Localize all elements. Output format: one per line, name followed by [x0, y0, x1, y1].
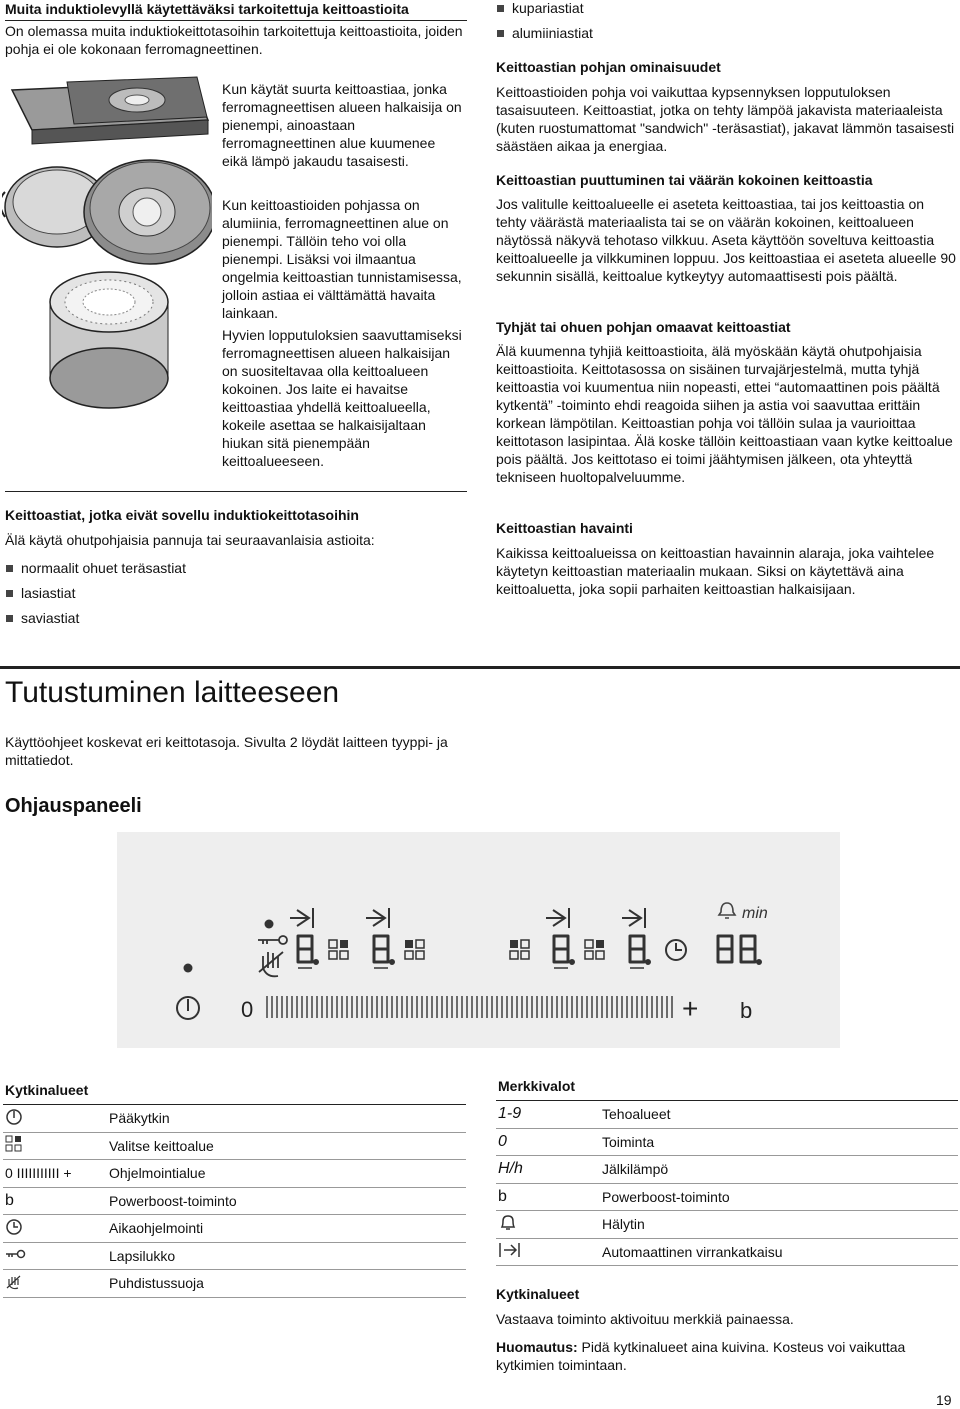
switch-areas-table	[3, 1076, 466, 1298]
table-cell: Jälkilämpö	[602, 1156, 958, 1184]
clock-icon	[5, 1218, 23, 1236]
para-aluminium: Kun keittoastioiden pohjassa on alumiinia, ferromagneettinen alue on pienempi. Tällöin teho voi olla pienempi. Lisäksi voi ilmaantua ongelmia keittoastian tunnistamisessa, jolloin astiaa ei välttämättä havaita lainkaan.	[222, 197, 462, 321]
table-cell: Hälytin	[602, 1211, 958, 1239]
zone-select-button[interactable]	[585, 940, 604, 959]
table-row	[496, 1211, 958, 1239]
table-cell: Powerboost-toiminto	[109, 1187, 466, 1215]
table-row	[3, 1105, 466, 1133]
zone-display	[298, 936, 318, 964]
note-text: Pidä kytkinalueet aina kuivina. Kosteus voi vaikuttaa kytkimien toimintaan.	[496, 1339, 906, 1373]
b-icon: b	[3, 1187, 109, 1215]
para-large-pan: Kun käytät suurta keittoastiaa, jonka ferromagneettisen alueen halkaisija on pienempi, ainoastaan ferromagneettinen alue kuumenee eikä lämpö jakaudu tasaisesti.	[222, 81, 462, 169]
table-heading: Merkkivalot	[496, 1072, 958, 1101]
table-cell: Automaattinen virrankatkaisu	[602, 1238, 958, 1266]
table-cell: Puhdistussuoja	[109, 1270, 466, 1298]
section-heading: Muita induktiolevyllä käytettäväksi tarkoitettuja keittoastioita	[5, 1, 409, 17]
table-cell: Powerboost-toiminto	[602, 1183, 958, 1211]
table-cell: Pääkytkin	[109, 1105, 466, 1133]
zero-icon: 0	[496, 1128, 602, 1156]
unsuitable-list	[5, 556, 467, 631]
table-row	[496, 1238, 958, 1266]
auto-off-icon	[546, 908, 569, 928]
key-icon	[258, 936, 287, 944]
auto-off-icon	[366, 908, 389, 928]
panel-heading: Ohjauspaneeli	[5, 795, 142, 817]
divider	[5, 491, 467, 492]
zone-display	[630, 936, 650, 964]
slider-icon: 0 IIIIIIIIIII +	[3, 1160, 109, 1188]
material-list	[496, 0, 956, 46]
power-icon	[5, 1108, 23, 1126]
hand-icon	[5, 1273, 23, 1291]
list-item: normaalit ohuet teräsastiat	[5, 556, 467, 581]
hand-icon	[259, 952, 283, 976]
notes-heading: Kytkinalueet	[496, 1286, 580, 1302]
zone-select-button[interactable]	[329, 940, 348, 959]
unsuitable-heading: Keittoastiat, jotka eivät sovellu induktiokeittotasoihin	[5, 507, 359, 523]
list-item: alumiiniastiat	[496, 21, 956, 46]
section-text: Älä kuumenna tyhjiä keittoastioita, älä myöskään käytä ohutpohjaisia keittoastioita. Keittotasossa on sisäinen turvajärjestelmä, mutta tyhjä keittoastia voi kuumentua niin nopeasti, ettei “automaattinen pois päältä kytkentä” -toiminto ehdi reagoida siihen ja astia voi saavuttaa erittäin korkean lämpötilan. Keittoastian pohja voi tällöin sulaa ja vaurioittaa keittotason lasipintaa. Älä koske tällöin keittoastiaan vaan kytke keittoalue pois päältä. Jos keittotaso ei toimi jäähtymisen jälkeen, ota yhteyttä tekniseen huoltopalveluumme.	[496, 343, 953, 485]
table-row	[496, 1156, 958, 1184]
powerboost-button[interactable]: b	[740, 998, 753, 1023]
residual-heat-icon: H/h	[496, 1156, 602, 1184]
table-cell: Tehoalueet	[602, 1101, 958, 1129]
table-cell: Ohjelmointialue	[109, 1160, 466, 1188]
section-heading: Keittoastian puuttuminen tai väärän kokoinen keittoastia	[496, 172, 873, 188]
section-heading: Keittoastian pohjan ominaisuudet	[496, 59, 721, 75]
list-item: kupariastiat	[496, 0, 956, 21]
note-paragraph	[496, 1338, 956, 1374]
control-panel	[117, 832, 840, 1048]
min-label: min	[742, 905, 768, 922]
zone-select-button[interactable]	[405, 940, 424, 959]
table-row	[3, 1242, 466, 1270]
section-heading: Tyhjät tai ohuen pohjan omaavat keittoastiat	[496, 319, 791, 335]
section-text: Keittoastioiden pohja voi vaikuttaa kypsennyksen lopputuloksen tasaisuuteen. Keittoastiat, jotka on tehty lämpöä jakavista materiaaleista (kuten ruostumattomat "sandwich" -teräsastiat), jakavat lämmön tasaisesti säästäen aikaa ja energiaa.	[496, 84, 955, 154]
slider-zero[interactable]: 0	[241, 997, 254, 1022]
indicator-dot	[265, 920, 274, 929]
page-number: 19	[936, 1392, 952, 1408]
chapter-title: Tutustuminen laitteeseen	[5, 676, 340, 709]
programming-slider[interactable]	[267, 996, 672, 1018]
clock-button[interactable]	[666, 940, 686, 960]
table-cell: Toiminta	[602, 1128, 958, 1156]
table-cell: Lapsilukko	[109, 1242, 466, 1270]
bell-icon	[719, 903, 735, 918]
key-icon	[5, 1245, 27, 1263]
chapter-intro: Käyttöohjeet koskevat eri keittotasoja. Sivulta 2 löydät laitteen tyyppi- ja mittatiedot.	[5, 734, 448, 768]
zone-select-icon	[5, 1135, 23, 1153]
round-pan-image	[84, 160, 212, 264]
table-heading: Kytkinalueet	[3, 1076, 466, 1105]
list-item: lasiastiat	[5, 581, 467, 606]
auto-off-icon	[622, 908, 645, 928]
auto-off-icon	[498, 1241, 520, 1259]
auto-off-icon	[290, 908, 313, 928]
zone-display	[554, 936, 574, 964]
b-icon: b	[496, 1183, 602, 1211]
notes-text: Vastaava toiminto aktivoituu merkkiä painaessa.	[496, 1311, 794, 1327]
section-heading: Keittoastian havainti	[496, 520, 633, 536]
list-item: saviastiat	[5, 606, 467, 631]
table-row	[3, 1132, 466, 1160]
griddle-pan-image	[12, 77, 208, 144]
timer-display	[718, 936, 761, 964]
pot-image	[50, 272, 168, 408]
zone-select-button[interactable]	[510, 940, 529, 959]
table-cell: Aikaohjelmointi	[109, 1215, 466, 1243]
table-row	[3, 1215, 466, 1243]
note-label: Huomautus:	[496, 1339, 578, 1355]
table-row	[3, 1160, 466, 1188]
slider-plus[interactable]: +	[682, 993, 699, 1024]
unsuitable-intro: Älä käytä ohutpohjaisia pannuja tai seuraavanlaisia astioita:	[5, 532, 375, 548]
table-cell: Valitse keittoalue	[109, 1132, 466, 1160]
range-icon: 1-9	[496, 1101, 602, 1129]
section-text: Jos valitulle keittoalueelle ei aseteta keittoastiaa, tai jos keittoastia on tehty väärästä materiaalista tai se on väärän kokoinen, keittoalueen näytössä näkyvä tehotaso vilkkuu. Aseta käyttöön soveltuva keittoastia keittoalueelle ja vilkkuminen loppuu. Jos keittoastiaa ei aseteta alueelle 90 sekunnin sisällä, keittoalue kytkeytyy automaattisesti pois päältä.	[496, 196, 956, 284]
table-row	[496, 1101, 958, 1129]
para-recommendation: Hyvien lopputuloksien saavuttamiseksi ferromagneettisen alueen halkaisijan on suositeltavaa olla keittoalueen kokoinen. Jos laite ei havaitse keittoastiaa yhdellä keittoalueella, kokeile asettaa se halkaisijaltaan hiukan sitä pienempään keittoalueeseen.	[222, 327, 462, 469]
power-button[interactable]	[177, 997, 199, 1019]
table-row	[3, 1270, 466, 1298]
indicator-dot	[184, 964, 193, 973]
table-row	[496, 1183, 958, 1211]
chapter-rule	[0, 666, 960, 669]
table-row	[3, 1187, 466, 1215]
intro-text: On olemassa muita induktiokeittotasoihin tarkoitettuja keittoastioita, joiden pohja ei ole kokonaan ferromagneettinen.	[5, 23, 463, 57]
table-row	[496, 1128, 958, 1156]
cookware-illustration	[2, 72, 212, 412]
indicators-table	[496, 1072, 958, 1266]
divider	[5, 20, 467, 21]
zone-display	[374, 936, 394, 964]
section-text: Kaikissa keittoalueissa on keittoastian havainnin alaraja, joka vaihtelee käytetyn keittoastian materiaalin mukaan. Siksi on käytettävä aina keittoaluetta, joka sopii parhaiten keittoastian halkaisijaan.	[496, 545, 935, 597]
bell-icon	[498, 1214, 518, 1232]
